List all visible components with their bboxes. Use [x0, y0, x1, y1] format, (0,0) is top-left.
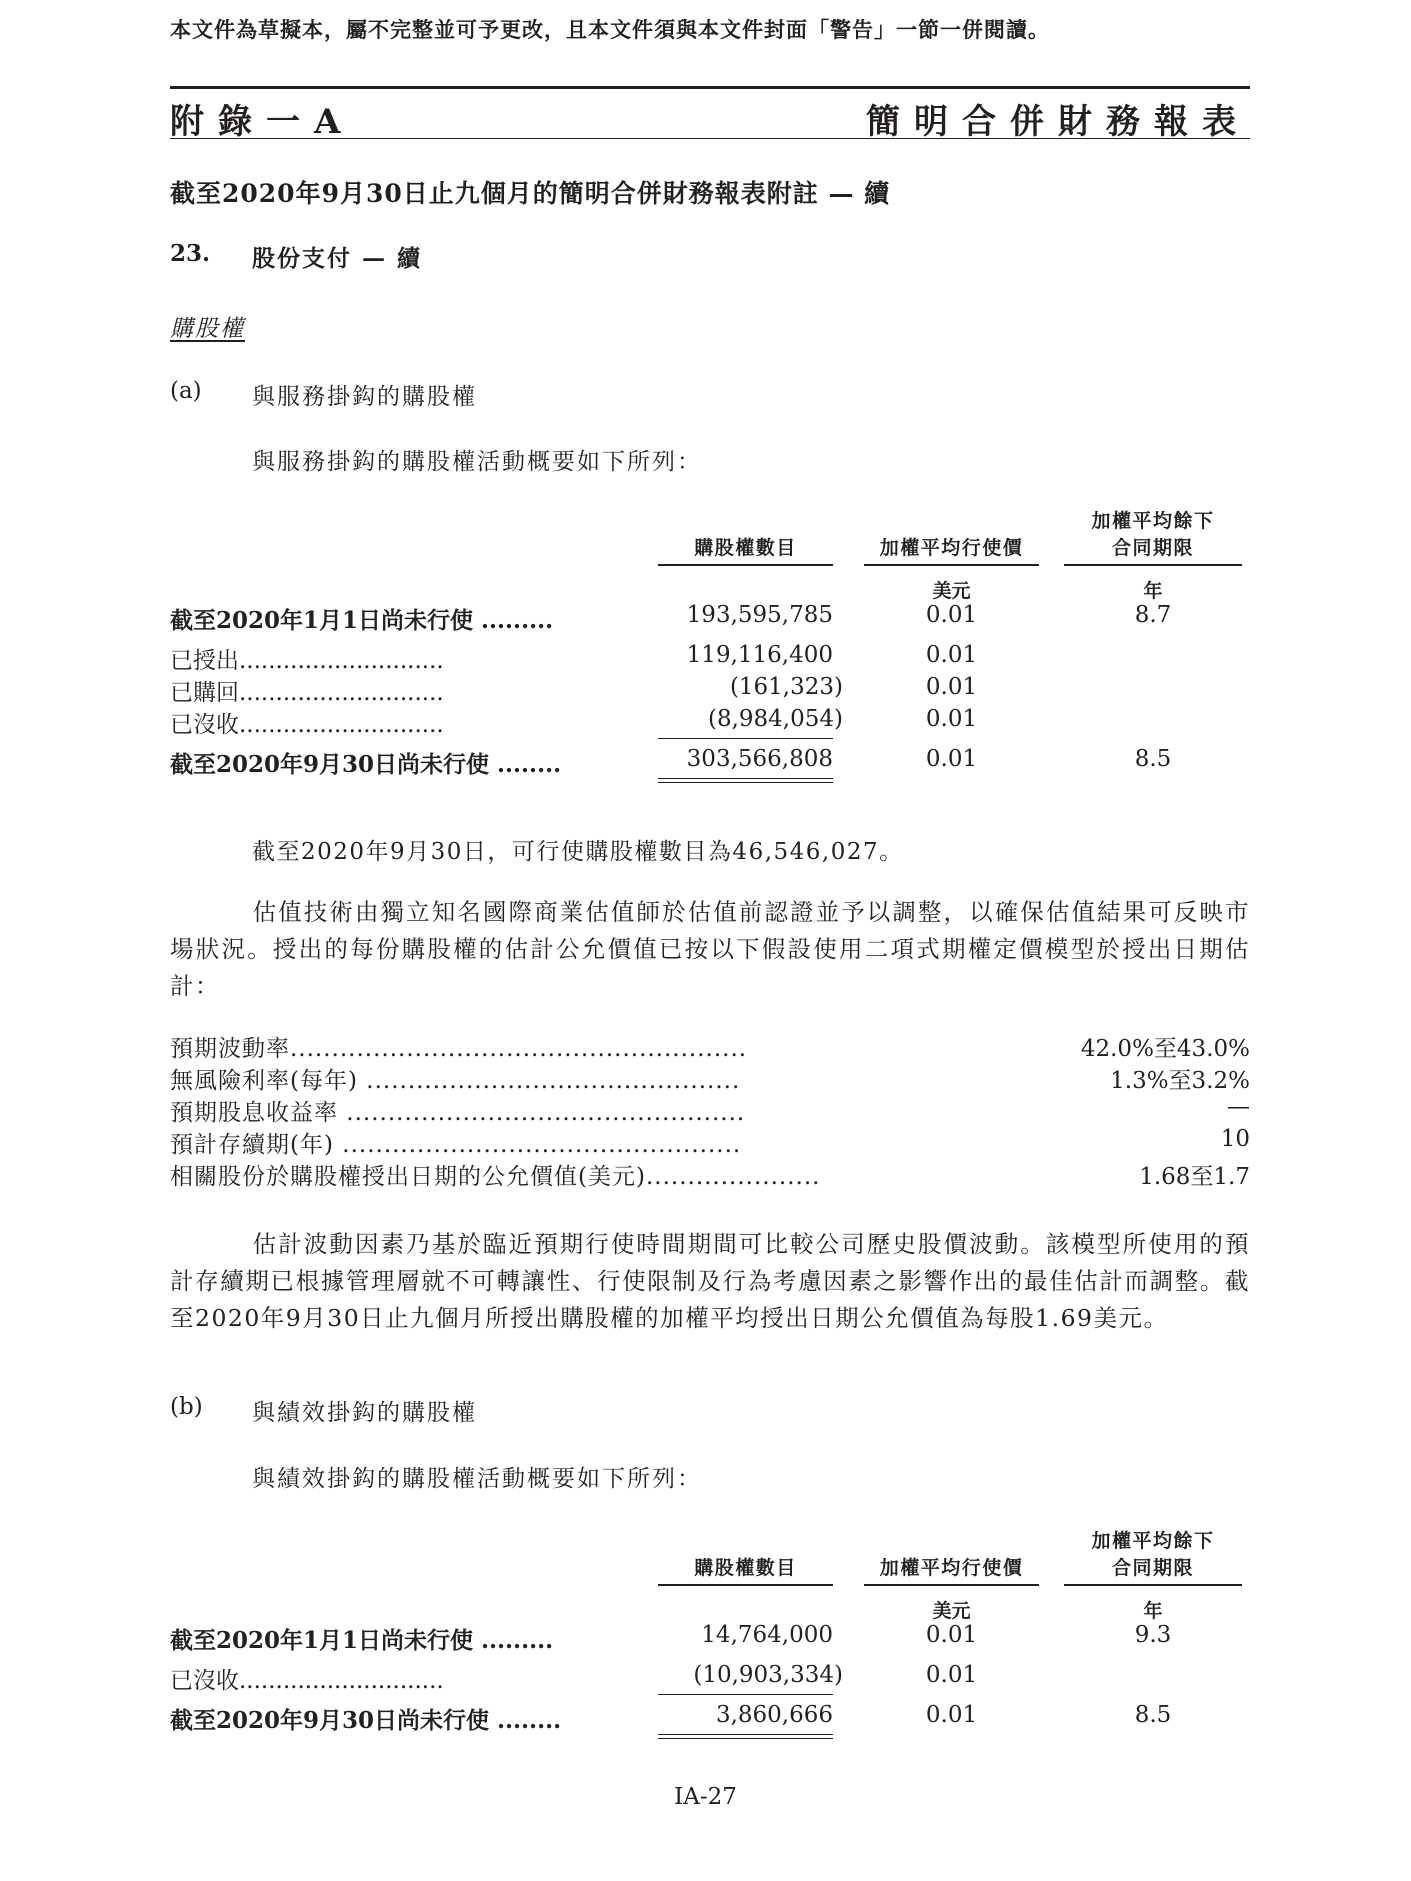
table-a-row-term: 8.7	[1134, 602, 1172, 628]
table-a-row-count: (8,984,054)	[707, 706, 843, 732]
table-a-row-label: 已授出............................	[170, 648, 444, 674]
assumption-value: 1.68至1.7	[1139, 1164, 1250, 1190]
table-a-row-price: 0.01	[925, 642, 978, 668]
table-a-row-count: 303,566,808	[686, 746, 833, 772]
table-b-header-term	[1064, 1526, 1242, 1586]
table-b-row-label: 截至2020年9月30日尚未行使 ........	[170, 1707, 562, 1734]
table-a-row-label: 截至2020年1月1日尚未行使 .........	[170, 607, 554, 634]
table-b-unit-term: 年	[1143, 1600, 1163, 1622]
table-b-header-term-line2: 合同期限	[1111, 1557, 1194, 1579]
table-b-total-double-rule	[658, 1734, 833, 1739]
table-b-subtotal-rule	[658, 1694, 833, 1695]
assumption-label: 預計存續期(年) ................................................	[170, 1132, 742, 1158]
volatility-paragraph-text: 估計波動因素乃基於臨近預期行使時間期間可比較公司歷史股價波動。該模型所使用的預計存續期已根據管理層就不可轉讓性、行使限制及行為考慮因素之影響作出的最佳估計而調整。截至2020年9月30日止九個月所授出購股權的加權平均授出日期公允價值為每股1.69美元。	[170, 1230, 1250, 1332]
table-a-row-count: 193,595,785	[686, 602, 833, 628]
table-a-row-price: 0.01	[925, 602, 978, 628]
table-a-row-label: 已購回............................	[170, 680, 444, 706]
table-b-row-count: (10,903,334)	[693, 1662, 843, 1688]
table-a-header-term	[1064, 506, 1242, 566]
header-bottom-rule	[170, 138, 1250, 139]
volatility-paragraph	[170, 1226, 1250, 1337]
assumption-label: 預期波動率.......................................................	[170, 1036, 748, 1062]
table-b-header-price-text: 加權平均行使價	[879, 1557, 1024, 1579]
table-a-total-double-rule	[658, 778, 833, 783]
table-a-unit-term: 年	[1143, 580, 1163, 602]
assumption-label: 相關股份於購股權授出日期的公允價值(美元).....................	[170, 1164, 821, 1190]
table-b-header-price-rule	[864, 1584, 1039, 1586]
table-b-header-term-line1: 加權平均餘下	[1091, 1530, 1215, 1552]
subheading-share-options: 購股權	[170, 316, 245, 342]
assumption-value: 42.0%至43.0%	[1080, 1036, 1250, 1062]
table-a-row-count: 119,116,400	[686, 642, 833, 668]
table-b-row-count: 3,860,666	[715, 1702, 833, 1728]
statement-title: 簡明合併財務報表	[866, 102, 1250, 142]
table-a-row-price: 0.01	[925, 746, 978, 772]
part-a-letter: (a)	[170, 378, 202, 404]
table-a-header-count-text: 購股權數目	[694, 537, 797, 559]
table-a-subtotal-rule	[658, 738, 833, 739]
assumption-label: 無風險利率(每年) .............................................	[170, 1068, 741, 1094]
part-a-title: 與服務掛鈎的購股權	[252, 384, 477, 410]
table-b-row-price: 0.01	[925, 1702, 978, 1728]
table-a-header-term-line2: 合同期限	[1111, 537, 1194, 559]
table-a-row-price: 0.01	[925, 706, 978, 732]
table-a-header-count	[658, 512, 833, 566]
table-a-header-price-text: 加權平均行使價	[879, 537, 1024, 559]
part-a-intro: 與服務掛鈎的購股權活動概要如下所列：	[252, 449, 702, 475]
table-a-row-count: (161,323)	[729, 674, 843, 700]
table-b-unit-price: 美元	[932, 1600, 971, 1622]
part-b-title: 與績效掛鈎的購股權	[252, 1400, 477, 1426]
table-a-row-label: 截至2020年9月30日尚未行使 ........	[170, 751, 562, 778]
table-b-row-price: 0.01	[925, 1622, 978, 1648]
table-a-header-term-line1: 加權平均餘下	[1091, 510, 1215, 532]
table-b-row-term: 9.3	[1134, 1622, 1172, 1648]
valuation-paragraph	[170, 894, 1250, 1005]
table-b-row-price: 0.01	[925, 1662, 978, 1688]
assumption-value: 1.3%至3.2%	[1110, 1068, 1250, 1094]
table-a-header-price-rule	[864, 564, 1039, 566]
table-a-header-price	[864, 512, 1039, 566]
table-a-row-label: 已沒收............................	[170, 712, 444, 738]
table-a-row-price: 0.01	[925, 674, 978, 700]
table-a-header-count-rule	[658, 564, 833, 566]
header-top-rule	[170, 86, 1250, 89]
table-b-row-term: 8.5	[1134, 1702, 1172, 1728]
table-b-header-count-text: 購股權數目	[694, 1557, 797, 1579]
draft-disclaimer: 本文件為草擬本，屬不完整並可予更改，且本文件須與本文件封面「警告」一節一併閱讀。	[170, 17, 1050, 42]
table-b-header-price	[864, 1532, 1039, 1586]
table-b-header-count-rule	[658, 1584, 833, 1586]
section-number: 23.	[170, 240, 211, 267]
table-b-row-label: 已沒收............................	[170, 1668, 444, 1694]
part-b-letter: (b)	[170, 1394, 203, 1420]
page-number: IA-27	[674, 1784, 737, 1810]
valuation-paragraph-text: 估值技術由獨立知名國際商業估值師於估值前認證並予以調整，以確保估值結果可反映市場狀況。授出的每份購股權的估計公允價值已按以下假設使用二項式期權定價模型於授出日期估計：	[170, 898, 1250, 1000]
notes-title: 截至2020年9月30日止九個月的簡明合併財務報表附註 — 續	[170, 179, 891, 208]
section-title: 股份支付 — 續	[252, 245, 423, 272]
table-b-row-count: 14,764,000	[701, 1622, 833, 1648]
appendix-label: 附錄一A	[170, 102, 355, 142]
assumption-value: —	[1227, 1094, 1250, 1120]
table-b-header-term-rule	[1064, 1584, 1242, 1586]
assumption-label: 預期股息收益率 ................................................	[170, 1100, 746, 1126]
assumption-value: 10	[1220, 1126, 1250, 1152]
table-b-header-count	[658, 1532, 833, 1586]
table-b-row-label: 截至2020年1月1日尚未行使 .........	[170, 1627, 554, 1654]
part-b-intro: 與績效掛鈎的購股權活動概要如下所列：	[252, 1466, 702, 1492]
table-a-unit-price: 美元	[932, 580, 971, 602]
exercisable-note: 截至2020年9月30日，可行使購股權數目為46,546,027。	[252, 839, 904, 865]
table-a-header-term-rule	[1064, 564, 1242, 566]
table-a-row-term: 8.5	[1134, 746, 1172, 772]
